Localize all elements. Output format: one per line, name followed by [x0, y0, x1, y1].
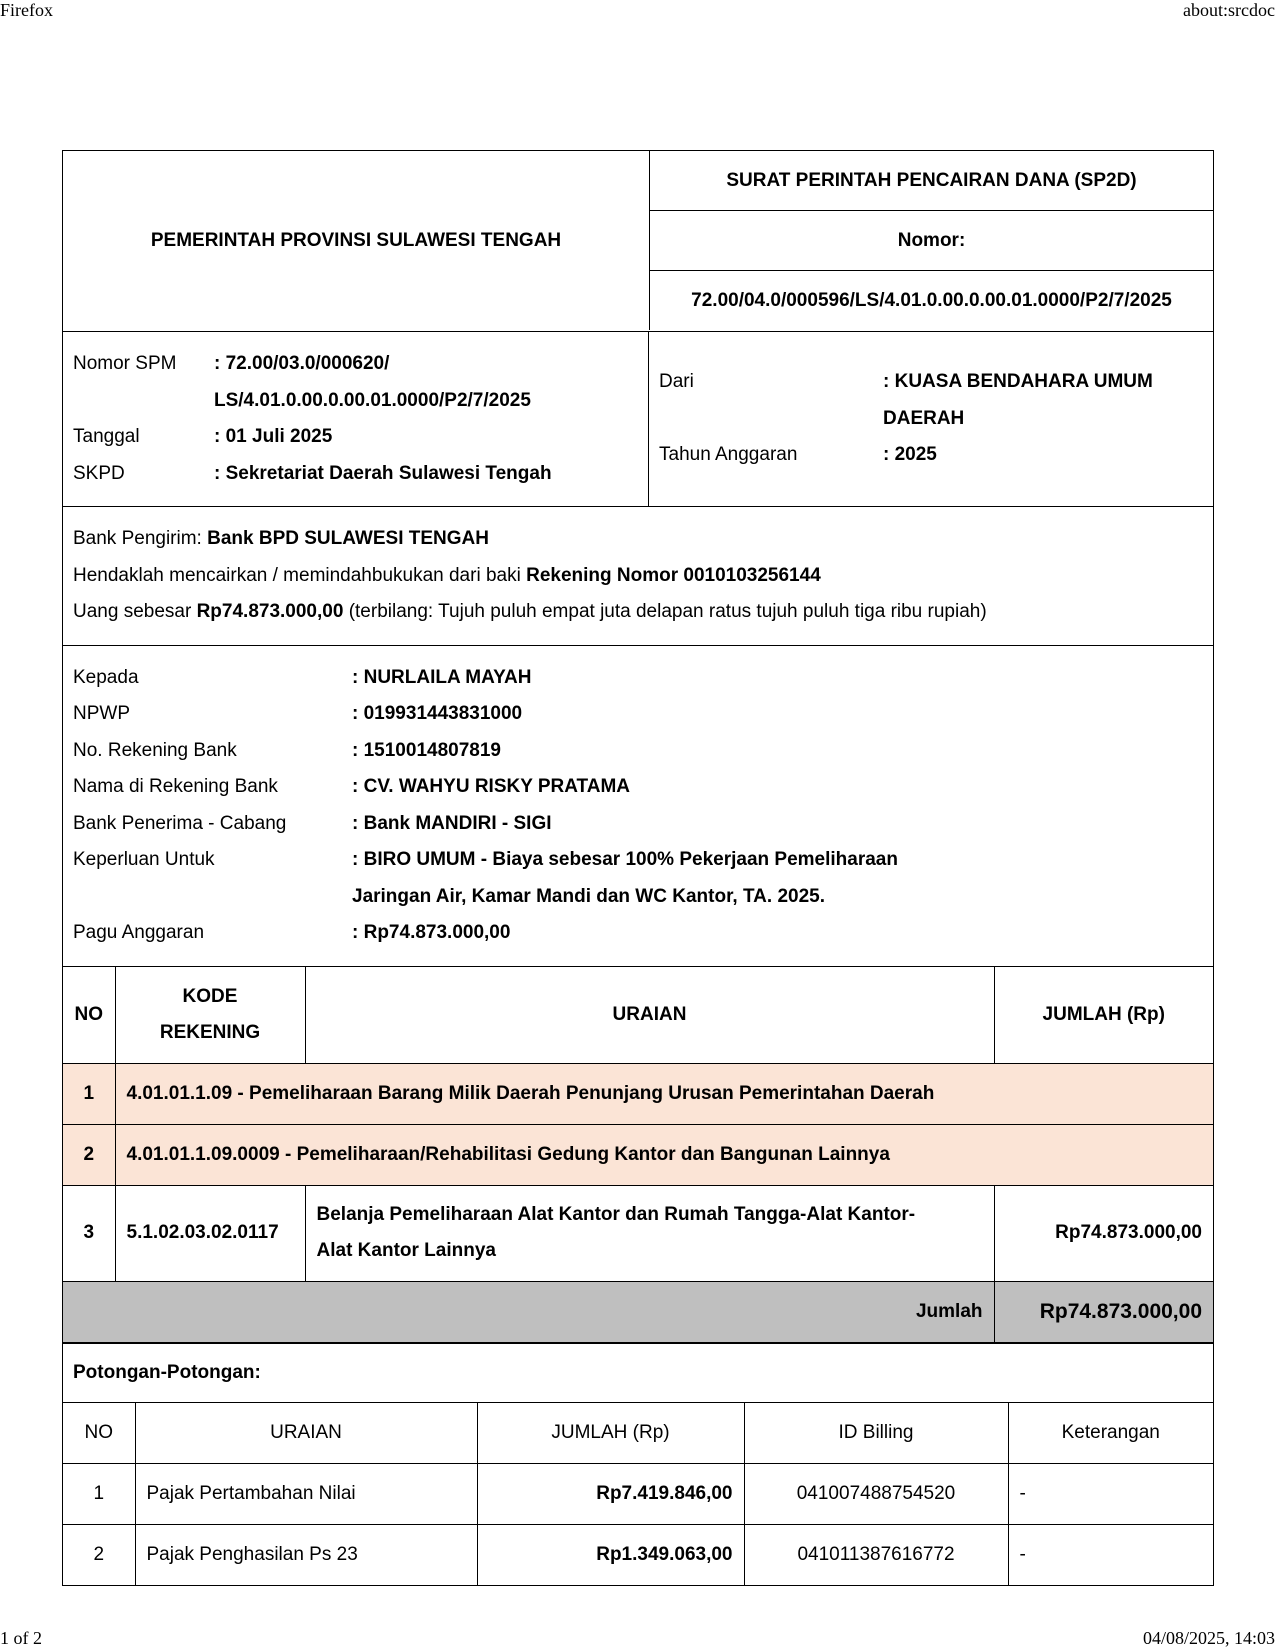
col-jumlah: JUMLAH (Rp)	[994, 967, 1213, 1064]
table-row	[63, 1185, 1213, 1281]
nama-rekening-label: Nama di Rekening Bank	[73, 776, 278, 797]
dari-value: : KUASA BENDAHARA UMUM	[883, 371, 1153, 392]
col-uraian: URAIAN	[305, 967, 994, 1064]
pot-col-jumlah: JUMLAH (Rp)	[477, 1403, 744, 1464]
spm-skpd-value: : Sekretariat Daerah Sulawesi Tengah	[214, 462, 552, 484]
table-row	[63, 1063, 1213, 1124]
row-uraian: 4.01.01.1.09 - Pemeliharaan Barang Milik Daerah Penunjang Urusan Pemerintahan Daerah	[115, 1063, 1213, 1124]
potongan-section	[63, 1403, 1213, 1585]
rekening-label: No. Rekening Bank	[73, 739, 237, 761]
kepada-label: Kepada	[73, 666, 139, 688]
uang-line	[73, 594, 1203, 631]
print-header	[0, 0, 1275, 24]
rincian-header-row	[63, 967, 1213, 1064]
pot-uraian: Pajak Penghasilan Ps 23	[135, 1524, 477, 1585]
row-no: 2	[63, 1124, 115, 1185]
doc-title: SURAT PERINTAH PENCAIRAN DANA (SP2D)	[650, 151, 1213, 211]
spm-nomor-value-cont: LS/4.01.0.00.0.00.01.0000/P2/7/2025	[214, 389, 531, 411]
spm-right	[649, 332, 1213, 506]
keperluan-label: Keperluan Untuk	[73, 849, 215, 870]
table-row	[63, 1124, 1213, 1185]
total-value: Rp74.873.000,00	[994, 1281, 1213, 1342]
pot-no: 1	[63, 1463, 135, 1524]
col-kode-rekening: KODE REKENING	[115, 967, 305, 1064]
bank-penerima-value: : Bank MANDIRI - SIGI	[352, 812, 552, 834]
col-no: NO	[63, 967, 115, 1064]
print-timestamp: 04/08/2025, 14:03	[1142, 1628, 1275, 1648]
keperluan-value: : BIRO UMUM - Biaya sebesar 100% Pekerjaan Pemeliharaan	[352, 849, 898, 870]
uang-label: Uang sebesar	[73, 601, 197, 622]
row-no: 1	[63, 1063, 115, 1124]
row-kode: 5.1.02.03.02.0117	[115, 1185, 305, 1281]
nomor-value: 72.00/04.0/000596/LS/4.01.0.00.0.00.01.0000/P2/7/2025	[691, 290, 1172, 311]
bank-pengirim-label: Bank Pengirim:	[73, 528, 208, 549]
dari-label: Dari	[659, 371, 694, 392]
pot-keterangan: -	[1008, 1463, 1213, 1524]
pot-col-keterangan: Keterangan	[1008, 1403, 1213, 1464]
spm-skpd-label: SKPD	[73, 462, 125, 484]
doc-title-block	[650, 151, 1213, 331]
rekening-bank-value: : 1510014807819	[352, 739, 501, 761]
nama-rekening-value: : CV. WAHYU RISKY PRATAMA	[352, 776, 630, 797]
print-header-url: about:srcdoc	[1183, 0, 1275, 20]
pagu-label: Pagu Anggaran	[73, 922, 205, 943]
spm-tanggal-value: : 01 Juli 2025	[214, 426, 333, 447]
pot-col-no: NO	[63, 1403, 135, 1464]
row-uraian: Belanja Pemeliharaan Alat Kantor dan Rumah Tangga-Alat Kantor- Alat Kantor Lainnya	[305, 1185, 994, 1281]
total-row	[63, 1281, 1213, 1342]
instruksi-text: Hendaklah mencairkan / memindahbukukan dari baki	[73, 564, 527, 586]
tahun-label: Tahun Anggaran	[659, 444, 798, 465]
potongan-title-row	[63, 1344, 1213, 1403]
total-label: Jumlah	[63, 1281, 994, 1342]
bank-penerima-label: Bank Penerima - Cabang	[73, 812, 287, 834]
rekening-value: Rekening Nomor 0010103256144	[526, 564, 821, 586]
print-header-app: Firefox	[0, 0, 53, 20]
pot-col-billing: ID Billing	[744, 1403, 1008, 1464]
npwp-label: NPWP	[73, 703, 130, 724]
rincian-table	[63, 967, 1213, 1343]
spm-nomor-label: Nomor SPM	[73, 353, 177, 374]
pot-jumlah: Rp7.419.846,00	[477, 1463, 744, 1524]
potongan-header-row	[63, 1403, 1213, 1464]
print-footer	[0, 1628, 1275, 1652]
potongan-table	[63, 1403, 1213, 1585]
pot-jumlah: Rp1.349.063,00	[477, 1524, 744, 1585]
bank-info	[63, 507, 1213, 646]
document-header	[63, 151, 1213, 332]
bank-pengirim-value: Bank BPD SULAWESI TENGAH	[207, 528, 489, 549]
nomor-label: Nomor:	[650, 211, 1213, 271]
tahun-value: : 2025	[883, 444, 937, 465]
pot-no: 2	[63, 1524, 135, 1585]
spm-left	[63, 332, 649, 506]
pot-keterangan: -	[1008, 1524, 1213, 1585]
potongan-title: Potongan-Potongan:	[73, 1361, 261, 1383]
penerima-info	[63, 646, 1213, 967]
pot-billing: 041007488754520	[744, 1463, 1008, 1524]
pot-billing: 041011387616772	[744, 1524, 1008, 1585]
pot-uraian: Pajak Pertambahan Nilai	[135, 1463, 477, 1524]
row-uraian: 4.01.01.1.09.0009 - Pemeliharaan/Rehabilitasi Gedung Kantor dan Bangunan Lainnya	[115, 1124, 1213, 1185]
terbilang-text: (terbilang: Tujuh puluh empat juta delapan ratus tujuh puluh tiga ribu rupiah)	[343, 601, 987, 622]
pagu-value: : Rp74.873.000,00	[352, 922, 511, 943]
table-row	[63, 1463, 1213, 1524]
table-row	[63, 1524, 1213, 1585]
row-jumlah: Rp74.873.000,00	[994, 1185, 1213, 1281]
spm-nomor-value: : 72.00/03.0/000620/	[214, 353, 390, 374]
rincian-section	[63, 967, 1213, 1344]
row-no: 3	[63, 1185, 115, 1281]
pot-col-uraian: URAIAN	[135, 1403, 477, 1464]
org-name: PEMERINTAH PROVINSI SULAWESI TENGAH	[63, 151, 650, 330]
keperluan-value-cont: Jaringan Air, Kamar Mandi dan WC Kantor, TA. 2025.	[352, 885, 825, 907]
dari-value-cont: DAERAH	[883, 407, 965, 429]
page-count: 1 of 2	[0, 1628, 42, 1648]
npwp-value: : 019931443831000	[352, 703, 523, 724]
bank-pengirim-line	[73, 521, 1203, 558]
sp2d-document	[62, 150, 1214, 1586]
kepada-value: : NURLAILA MAYAH	[352, 666, 532, 688]
spm-tanggal-label: Tanggal	[73, 426, 140, 447]
spm-info	[63, 332, 1213, 507]
uang-value: Rp74.873.000,00	[196, 601, 344, 622]
instruksi-line	[73, 558, 1203, 595]
